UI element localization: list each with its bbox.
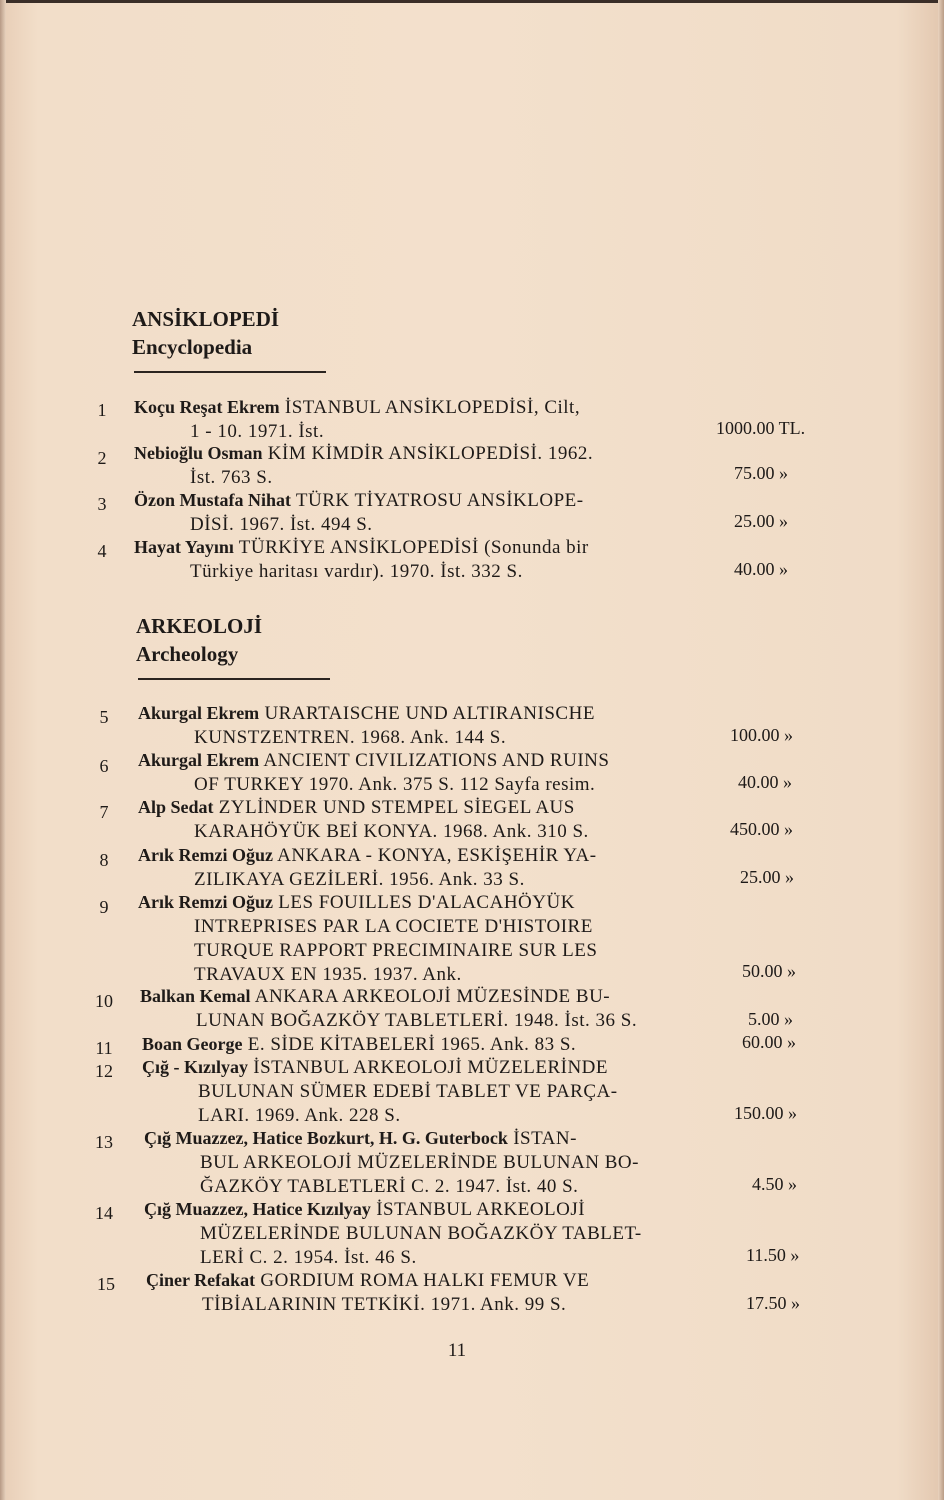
entry-title: GORDIUM ROMA HALKI FEMUR VE — [255, 1270, 590, 1291]
entry-author: Alp Sedat — [138, 797, 214, 817]
entry-title: İSTANBUL ARKEOLOJİ MÜZELERİNDE — [248, 1057, 608, 1078]
entry-author: Nebioğlu Osman — [134, 443, 263, 463]
entry-price: 1000.00 TL. — [716, 418, 806, 438]
entry-price: 11.50 » — [746, 1245, 800, 1265]
entry-author: Koçu Reşat Ekrem — [134, 397, 280, 417]
entry-continuation: BUL ARKEOLOJİ MÜZELERİNDE BULUNAN BO- — [200, 1152, 639, 1173]
entry-number: 2 — [97, 448, 107, 468]
entry-line-1 — [134, 490, 584, 512]
entry-price: 100.00 » — [730, 725, 793, 745]
page-number: 11 — [447, 1340, 467, 1361]
entry-title: TÜRKİYE ANSİKLOPEDİSİ (Sonunda bir — [233, 537, 589, 558]
section-divider — [138, 678, 330, 680]
left-page-edge — [0, 0, 6, 1500]
entry-line-1 — [134, 397, 580, 419]
entry-price: 17.50 » — [746, 1293, 800, 1313]
entry-author: Akurgal Ekrem — [138, 703, 260, 723]
entry-price: 4.50 » — [752, 1174, 797, 1194]
entry-author: Çığ Muazzez, Hatice Kızılyay — [144, 1199, 371, 1219]
entry-price: 40.00 » — [738, 772, 792, 792]
right-page-edge — [938, 0, 944, 1500]
entry-line-1 — [134, 443, 593, 465]
entry-number: 6 — [99, 756, 109, 776]
entry-number: 9 — [99, 897, 109, 917]
entry-line-1 — [134, 537, 589, 559]
entry-continuation: LERİ C. 2. 1954. İst. 46 S. — [200, 1247, 417, 1268]
entry-continuation: INTREPRISES PAR LA COCIETE D'HISTOIRE — [194, 916, 593, 937]
entry-price: 25.00 » — [740, 867, 794, 887]
entry-continuation: LUNAN BOĞAZKÖY TABLETLERİ. 1948. İst. 36 S. — [196, 1010, 638, 1031]
entry-author: Balkan Kemal — [140, 986, 251, 1006]
entry-number: 3 — [97, 494, 107, 514]
entry-continuation: BULUNAN SÜMER EDEBİ TABLET VE PARÇA- — [198, 1081, 618, 1102]
entry-number: 10 — [95, 991, 113, 1011]
entry-line-1 — [138, 892, 575, 914]
entry-line-1 — [138, 797, 575, 819]
entry-line-1 — [144, 1199, 585, 1221]
entry-author: Çığ - Kızılyay — [142, 1057, 248, 1077]
entry-number: 14 — [95, 1203, 113, 1223]
entry-author: Çığ Muazzez, Hatice Bozkurt, H. G. Guterbock — [144, 1128, 508, 1148]
section-divider — [134, 371, 326, 373]
entry-title: İSTANBUL ANSİKLOPEDİSİ, Cilt, — [279, 397, 581, 418]
top-border — [0, 0, 944, 3]
entry-author: Akurgal Ekrem — [138, 750, 260, 770]
entry-continuation: TURQUE RAPPORT PRECIMINAIRE SUR LES — [194, 940, 598, 961]
entry-line-2: 1 - 10. 1971. İst. — [190, 421, 325, 442]
section-title-tr: ANSİKLOPEDİ — [132, 307, 280, 331]
entry-author: Arık Remzi Oğuz — [138, 845, 273, 865]
entry-price: 150.00 » — [734, 1103, 797, 1123]
entry-continuation: KARAHÖYÜK BEİ KONYA. 1968. Ank. 310 S. — [194, 821, 589, 842]
entry-number: 4 — [97, 541, 107, 561]
entry-line-1 — [138, 703, 595, 725]
entry-author: Çiner Refakat — [146, 1270, 256, 1290]
entry-price: 75.00 » — [734, 463, 788, 483]
entry-title: ANCIENT CIVILIZATIONS AND RUINS — [259, 750, 610, 771]
entry-author: Hayat Yayını — [134, 537, 234, 557]
entry-price: 25.00 » — [734, 511, 788, 531]
entry-title: İSTANBUL ARKEOLOJİ — [370, 1199, 586, 1220]
entry-title: ZYLİNDER UND STEMPEL SİEGEL AUS — [213, 797, 575, 818]
entry-title: URARTAISCHE UND ALTIRANISCHE — [259, 703, 595, 724]
entry-number: 8 — [99, 850, 109, 870]
entry-title: TÜRK TİYATROSU ANSİKLOPE- — [291, 490, 584, 511]
entry-line-1 — [138, 845, 597, 867]
entry-title: İSTAN- — [507, 1128, 577, 1149]
entry-continuation: TRAVAUX EN 1935. 1937. Ank. — [194, 964, 462, 985]
entry-number: 1 — [97, 400, 107, 420]
section-title-en: Archeology — [136, 642, 239, 666]
entry-line-2: İst. 763 S. — [190, 467, 273, 488]
entry-continuation: ĞAZKÖY TABLETLERİ C. 2. 1947. İst. 40 S. — [200, 1176, 579, 1197]
entry-number: 11 — [95, 1038, 113, 1058]
entry-price: 60.00 » — [742, 1032, 796, 1052]
entry-number: 12 — [95, 1061, 113, 1081]
entry-number: 15 — [97, 1274, 115, 1294]
entry-author: Arık Remzi Oğuz — [138, 892, 273, 912]
section-title-tr: ARKEOLOJİ — [136, 614, 263, 638]
entry-title: LES FOUILLES D'ALACAHÖYÜK — [272, 892, 575, 913]
section-title-en: Encyclopedia — [132, 335, 253, 359]
entry-line-1 — [146, 1270, 589, 1292]
entry-title: KİM KİMDİR ANSİKLOPEDİSİ. 1962. — [262, 443, 594, 464]
entry-number: 7 — [99, 802, 109, 822]
entry-line-1 — [142, 1034, 576, 1056]
entry-number: 13 — [95, 1132, 113, 1152]
entry-line-1 — [140, 986, 610, 1008]
entry-title: ANKARA ARKEOLOJİ MÜZESİNDE BU- — [250, 986, 611, 1007]
entry-number: 5 — [99, 707, 109, 727]
entry-continuation: OF TURKEY 1970. Ank. 375 S. 112 Sayfa resim. — [194, 774, 596, 795]
entry-title: E. SİDE KİTABELERİ 1965. Ank. 83 S. — [242, 1034, 577, 1055]
entry-line-1 — [142, 1057, 608, 1079]
entry-author: Boan George — [142, 1034, 243, 1054]
entry-price: 50.00 » — [742, 961, 796, 981]
entry-continuation: KUNSTZENTREN. 1968. Ank. 144 S. — [194, 727, 507, 748]
entry-continuation: TİBİALARININ TETKİKİ. 1971. Ank. 99 S. — [202, 1294, 567, 1315]
entry-line-1 — [144, 1128, 577, 1150]
entry-continuation: ZILIKAYA GEZİLERİ. 1956. Ank. 33 S. — [194, 869, 525, 890]
entry-continuation: LARI. 1969. Ank. 228 S. — [198, 1105, 401, 1126]
entry-line-1 — [138, 750, 609, 772]
entry-continuation: MÜZELERİNDE BULUNAN BOĞAZKÖY TABLET- — [200, 1223, 642, 1244]
entry-price: 40.00 » — [734, 559, 788, 579]
entry-title: ANKARA - KONYA, ESKİŞEHİR YA- — [272, 845, 597, 866]
entry-author: Özon Mustafa Nihat — [134, 490, 291, 510]
entry-line-2: DİSİ. 1967. İst. 494 S. — [190, 514, 373, 535]
entry-price: 450.00 » — [730, 819, 793, 839]
entry-price: 5.00 » — [748, 1009, 793, 1029]
entry-line-2: Türkiye haritası vardır). 1970. İst. 332 S. — [190, 561, 523, 582]
